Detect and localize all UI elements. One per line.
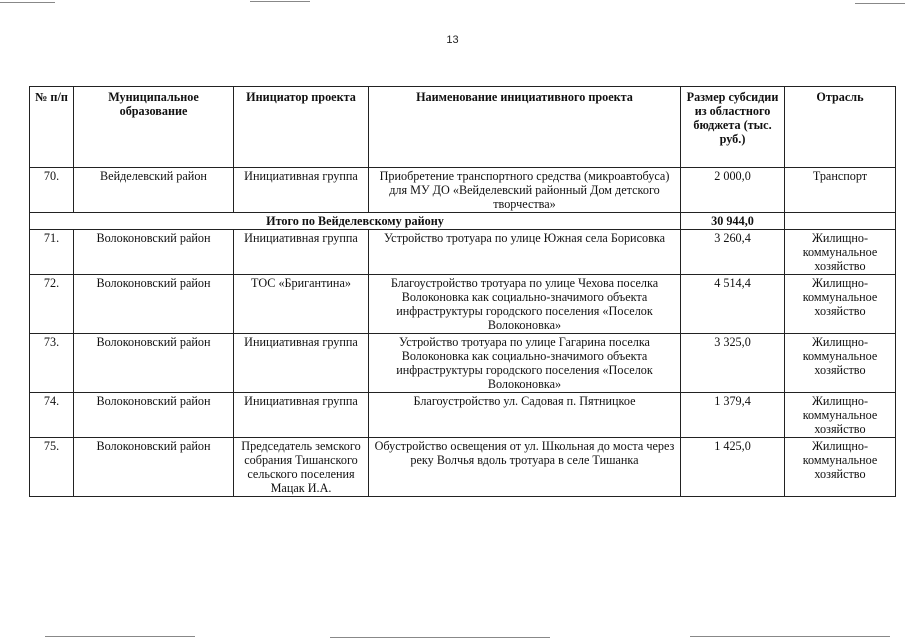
row-number: 71. [30, 230, 74, 275]
initiator-cell: ТОС «Бригантина» [234, 275, 369, 334]
column-header-project: Наименование инициативного проекта [369, 87, 681, 168]
table-row [30, 275, 896, 334]
scan-line-top-left [0, 2, 55, 3]
amount-cell: 2 000,0 [681, 168, 785, 213]
initiator-cell: Инициативная группа [234, 393, 369, 438]
amount-cell: 1 425,0 [681, 438, 785, 497]
project-cell: Обустройство освещения от ул. Школьная до моста через реку Волчья вдоль тротуара в селе Тишанка [369, 438, 681, 497]
table-row [30, 168, 896, 213]
scan-line-top-mid [250, 1, 310, 2]
column-header-initiator: Инициатор проекта [234, 87, 369, 168]
municipality-cell: Волоконовский район [74, 393, 234, 438]
amount-cell: 3 325,0 [681, 334, 785, 393]
municipality-cell: Волоконовский район [74, 275, 234, 334]
sector-cell: Транспорт [785, 168, 896, 213]
project-cell: Устройство тротуара по улице Южная села Борисовка [369, 230, 681, 275]
scan-line-bottom-mid [330, 637, 550, 638]
amount-cell: 3 260,4 [681, 230, 785, 275]
municipality-cell: Волоконовский район [74, 230, 234, 275]
row-number: 72. [30, 275, 74, 334]
table-row [30, 334, 896, 393]
initiator-cell: Инициативная группа [234, 168, 369, 213]
sector-cell: Жилищно-коммунальное хозяйство [785, 438, 896, 497]
table-header-row [30, 87, 896, 168]
municipality-cell: Волоконовский район [74, 438, 234, 497]
row-number: 75. [30, 438, 74, 497]
project-cell: Приобретение транспортного средства (микроавтобуса) для МУ ДО «Вейделевский районный Дом детского творчества» [369, 168, 681, 213]
table-row [30, 230, 896, 275]
amount-cell: 1 379,4 [681, 393, 785, 438]
column-header-sector: Отрасль [785, 87, 896, 168]
column-header-num: № п/п [30, 87, 74, 168]
municipality-cell: Вейделевский район [74, 168, 234, 213]
scan-line-top-right [855, 3, 905, 4]
column-header-amount: Размер субсидии из областного бюджета (тыс. руб.) [681, 87, 785, 168]
initiator-cell: Председатель земского собрания Тишанского сельского поселения Мацак И.А. [234, 438, 369, 497]
project-cell: Благоустройство ул. Садовая п. Пятницкое [369, 393, 681, 438]
column-header-municipality: Муниципальное образование [74, 87, 234, 168]
table-row [30, 438, 896, 497]
initiator-cell: Инициативная группа [234, 334, 369, 393]
total-row [30, 213, 896, 230]
total-label: Итого по Вейделевскому району [30, 213, 681, 230]
municipality-cell: Волоконовский район [74, 334, 234, 393]
sector-cell: Жилищно-коммунальное хозяйство [785, 230, 896, 275]
sector-cell: Жилищно-коммунальное хозяйство [785, 393, 896, 438]
amount-cell: 4 514,4 [681, 275, 785, 334]
row-number: 70. [30, 168, 74, 213]
sector-cell: Жилищно-коммунальное хозяйство [785, 334, 896, 393]
projects-table [29, 86, 896, 497]
row-number: 73. [30, 334, 74, 393]
project-cell: Устройство тротуара по улице Гагарина поселка Волоконовка как социально-значимого объекта инфраструктуры городского поселения «Поселок Волоконовка» [369, 334, 681, 393]
initiator-cell: Инициативная группа [234, 230, 369, 275]
total-empty-cell [785, 213, 896, 230]
sector-cell: Жилищно-коммунальное хозяйство [785, 275, 896, 334]
total-amount: 30 944,0 [681, 213, 785, 230]
scan-line-bottom-left [45, 636, 195, 637]
row-number: 74. [30, 393, 74, 438]
scan-line-bottom-right [690, 636, 890, 637]
table-row [30, 393, 896, 438]
project-cell: Благоустройство тротуара по улице Чехова поселка Волоконовка как социально-значимого объекта инфраструктуры городского поселения «Поселок Волоконовка» [369, 275, 681, 334]
page-number: 13 [446, 34, 459, 46]
